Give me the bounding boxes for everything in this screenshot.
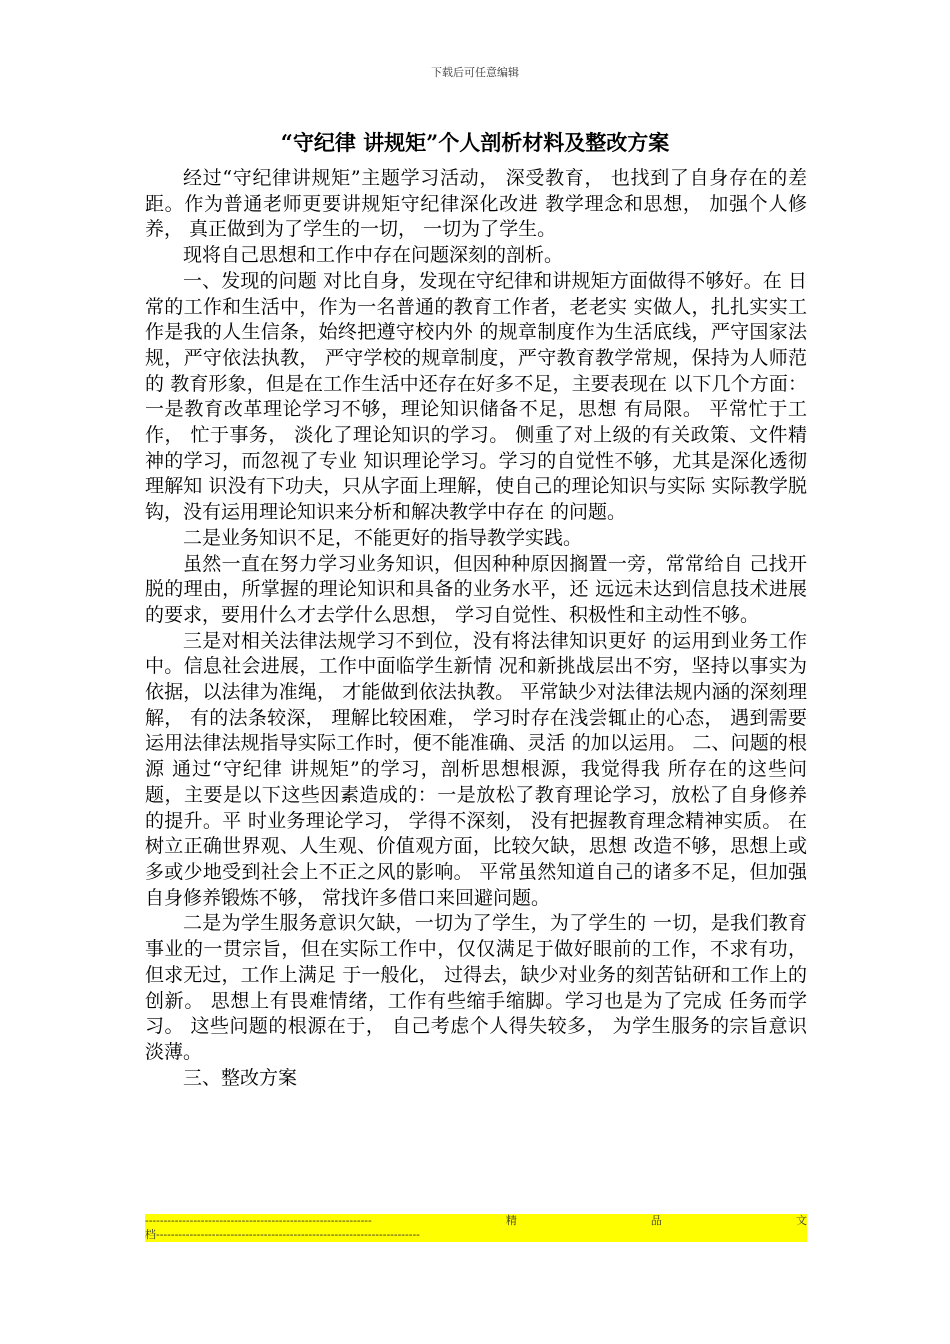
- paragraph: 经过“守纪律讲规矩”主题学习活动， 深受教育， 也找到了自身存在的差距。作为普通老师更要讲规矩守纪律深化改进 教学理念和思想， 加强个人修养， 真正做到为了学生的一切， 一切为了学生。: [145, 167, 807, 241]
- footer-watermark: [145, 1214, 807, 1242]
- paragraph: 二是业务知识不足，不能更好的指导教学实践。: [183, 526, 583, 549]
- document-body: [145, 166, 807, 1091]
- paragraph: 一、发现的问题 对比自身，发现在守纪律和讲规矩方面做得不够好。在 日常的工作和生活中，作为一名普通的教育工作者，老老实 实做人，扎扎实实工作是我的人生信条，始终把遵守校内外 的规章制度作为生活底线，严守国家法规，严守依法执教， 严守学校的规章制度，严守教育教学常规，保持为人师范的 教育形象，但是在工作生活中还存在好多不足，主要表现在 以下几个方面： 一是教育改革理论学习不够，理论知识储备不足，思想 有局限。 平常忙于工作， 忙于事务， 淡化了理论知识的学习。 侧重了对上级的有关政策、文件精神的学习，而忽视了专业 知识理论学习。学习的自觉性不够，尤其是深化透彻理解知 识没有下功夫，只从字面上理解，使自己的理论知识与实际 实际教学脱钩，没有运用理论知识来分析和解决教学中存在 的问题。: [145, 269, 807, 524]
- footer-char: 文: [795, 1214, 807, 1227]
- paragraph: 三是对相关法律法规学习不到位，没有将法律知识更好 的运用到业务工作中。信息社会进展，工作中面临学生新情 况和新挑战层出不穷，坚持以事实为依据，以法律为准绳， 才能做到依法执教。 平常缺少对法律法规内涵的深刻理解， 有的法条较深， 理解比较困难， 学习时存在浅尝辄止的心态， 遇到需要运用法律法规指导实际工作时，便不能准确、灵活 的加以运用。 二、问题的根源 通过“守纪律 讲规矩”的学习，剖析思想根源，我觉得我 所存在的这些问题，主要是以下这些因素造成的：一是放松了教育理论学习，放松了自身修养的提升。平 时业务理论学习， 学得不深刻， 没有把握教育理念精神实质。 在树立正确世界观、人生观、价值观方面，比较欠缺，思想 改造不够，思想上或多或少地受到社会上不正之风的影响。 平常虽然知道自己的诸多不足，但加强自身修养锻炼不够， 常找许多借口来回避问题。: [145, 629, 807, 909]
- header-note: 下载后可任意编辑: [431, 66, 519, 79]
- document-title: “守纪律 讲规矩”个人剖析材料及整改方案: [280, 130, 670, 155]
- footer-dashes: -------------------------------------------------------------: [145, 1214, 372, 1227]
- paragraph: 二是为学生服务意识欠缺，一切为了学生，为了学生的 一切，是我们教育事业的一贯宗旨，但在实际工作中，仅仅满足于做好眼前的工作，不求有功，但求无过，工作上满足 于一般化， 过得去，缺少对业务的刻苦钻研和工作上的创新。 思想上有畏难情绪，工作有些缩手缩脚。学习也是为了完成 任务而学习。 这些问题的根源在于， 自己考虑个人得失较多， 为学生服务的宗旨意识淡薄。: [145, 912, 807, 1063]
- paragraph: 虽然一直在努力学习业务知识，但因种种原因搁置一旁，常常给自 己找开脱的理由，所掌握的理论知识和具备的业务水平，还 远远未达到信息技术进展的要求，要用什么才去学什么思想， 学习自觉性、积极性和主动性不够。: [145, 552, 807, 626]
- section-heading: 三、整改方案: [183, 1066, 298, 1089]
- footer-char: 精: [505, 1214, 517, 1227]
- paragraph: 现将自己思想和工作中存在问题深刻的剖析。: [183, 244, 564, 267]
- footer-char: 品: [650, 1214, 662, 1227]
- footer-line-2: 档-----------------------------------------------------------------------: [145, 1228, 420, 1241]
- footer-row: [145, 1214, 807, 1228]
